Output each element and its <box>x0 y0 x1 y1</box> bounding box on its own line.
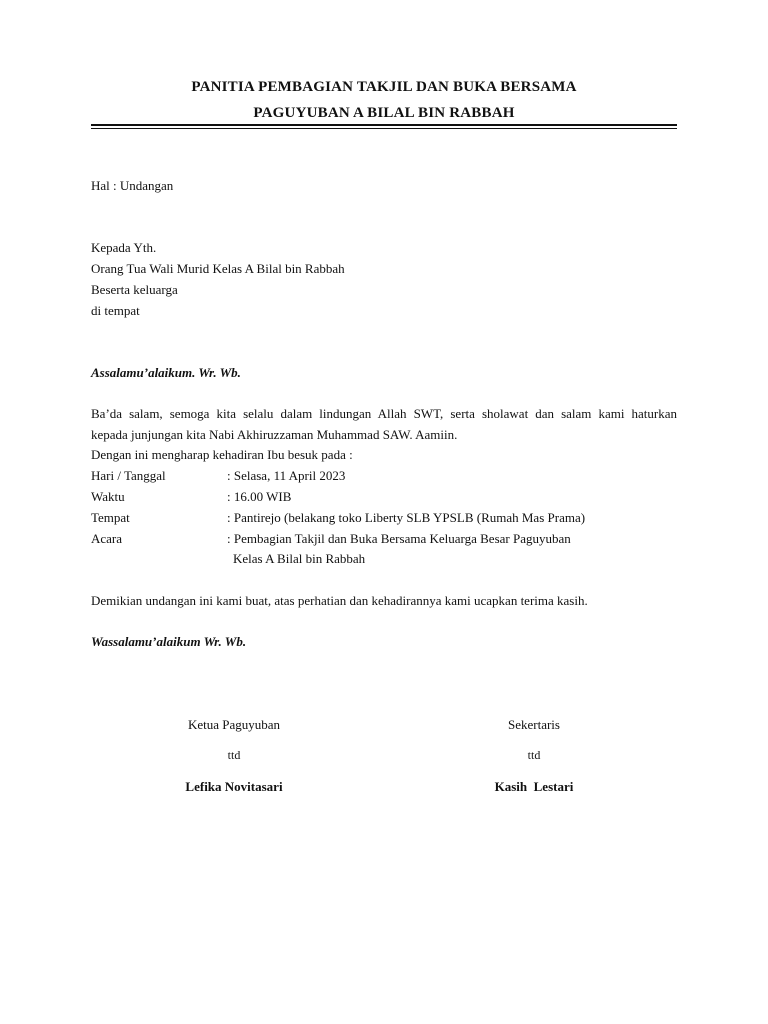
detail-value-date: : Selasa, 11 April 2023 <box>227 468 346 483</box>
signature-right-name: Kasih Lestari <box>494 779 574 794</box>
detail-value-event-continued: Kelas A Bilal bin Rabbah <box>233 551 366 566</box>
detail-label-date: Hari / Tanggal <box>91 468 166 483</box>
closing-greeting: Wassalamu’alaikum Wr. Wb. <box>91 634 247 649</box>
recipient-line-1: Kepada Yth. <box>91 240 157 255</box>
subject-line: Hal : Undangan <box>91 178 174 193</box>
signature-left-ttd: ttd <box>227 748 241 762</box>
body-paragraph-line-2: kepada junjungan kita Nabi Akhiruzzaman Muhammad SAW. Aamiin. <box>91 427 458 442</box>
closing-paragraph: Demikian undangan ini kami buat, atas perhatian dan kehadirannya kami ucapkan terima kasih. <box>91 593 588 608</box>
detail-value-place: : Pantirejo (belakang toko Liberty SLB YPSLB (Rumah Mas Prama) <box>227 510 586 525</box>
letterhead-rule-thin <box>91 128 677 129</box>
detail-value-event: : Pembagian Takjil dan Buka Bersama Keluarga Besar Paguyuban <box>227 531 571 546</box>
opening-greeting: Assalamu’alaikum. Wr. Wb. <box>91 365 241 380</box>
body-paragraph-line-1: Ba’da salam, semoga kita selalu dalam lindungan Allah SWT, serta sholawat dan salam kami haturkan <box>91 406 677 421</box>
recipient-line-3: Beserta keluarga <box>91 282 178 297</box>
letterhead-rule-thick <box>91 124 677 126</box>
letterhead-subtitle: PAGUYUBAN A BILAL BIN RABBAH <box>253 105 515 121</box>
signature-right-ttd: ttd <box>527 748 541 762</box>
detail-label-event: Acara <box>91 531 123 546</box>
signature-right-role: Sekertaris <box>508 717 560 732</box>
recipient-line-4: di tempat <box>91 303 140 318</box>
detail-value-time: : 16.00 WIB <box>227 489 292 504</box>
signature-left-name: Lefika Novitasari <box>185 779 283 794</box>
detail-label-place: Tempat <box>91 510 130 525</box>
recipient-line-2: Orang Tua Wali Murid Kelas A Bilal bin Rabbah <box>91 261 345 276</box>
body-invitation-line: Dengan ini mengharap kehadiran Ibu besuk pada : <box>91 447 353 462</box>
signature-left-role: Ketua Paguyuban <box>187 717 281 732</box>
detail-label-time: Waktu <box>91 489 125 504</box>
letterhead-title: PANITIA PEMBAGIAN TAKJIL DAN BUKA BERSAMA <box>191 79 577 95</box>
